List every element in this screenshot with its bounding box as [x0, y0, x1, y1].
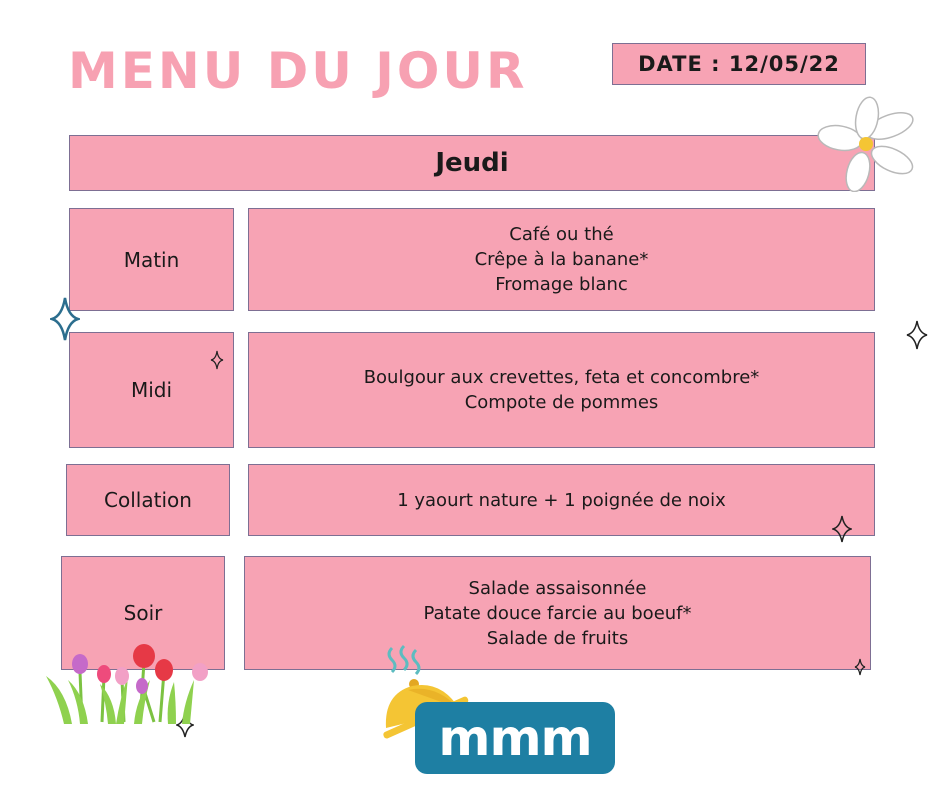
meal-item: Café ou thé	[509, 224, 614, 245]
meal-item: Fromage blanc	[495, 274, 628, 295]
brand-logo	[415, 702, 615, 774]
page-title: MENU DU JOUR	[68, 42, 528, 100]
sparkle-icon	[50, 296, 80, 342]
tulips-icon	[44, 640, 214, 726]
brand-logo-text: mmm	[438, 709, 592, 767]
meal-label: Matin	[123, 247, 180, 272]
daisy-icon	[812, 96, 917, 192]
meal-label-box-collation	[66, 464, 230, 536]
date-badge: DATE : 12/05/22	[612, 43, 866, 85]
meal-label: Soir	[123, 601, 163, 625]
meal-item: Compote de pommes	[464, 392, 659, 413]
meal-item: Patate douce farcie au boeuf*	[423, 602, 692, 624]
meal-item: Crêpe à la banane*	[474, 249, 649, 270]
meal-label-box-matin	[69, 208, 234, 311]
meal-content-collation	[248, 464, 875, 536]
meal-label: Midi	[130, 378, 173, 402]
day-header	[69, 135, 875, 191]
meal-item: Boulgour aux crevettes, feta et concombre*	[363, 367, 760, 388]
sparkle-icon	[906, 320, 928, 350]
sparkle-icon	[854, 658, 866, 676]
meal-item: Salade assaisonnée	[468, 577, 647, 599]
meal-content-midi	[248, 332, 875, 448]
sparkle-icon	[832, 515, 852, 543]
meal-item: 1 yaourt nature + 1 poignée de noix	[397, 489, 726, 511]
sparkle-icon	[210, 350, 224, 370]
meal-label: Collation	[104, 488, 192, 512]
meal-item: Salade de fruits	[486, 627, 629, 649]
meal-content-matin	[248, 208, 875, 311]
day-label: Jeudi	[435, 148, 509, 178]
meal-content-soir	[244, 556, 871, 670]
